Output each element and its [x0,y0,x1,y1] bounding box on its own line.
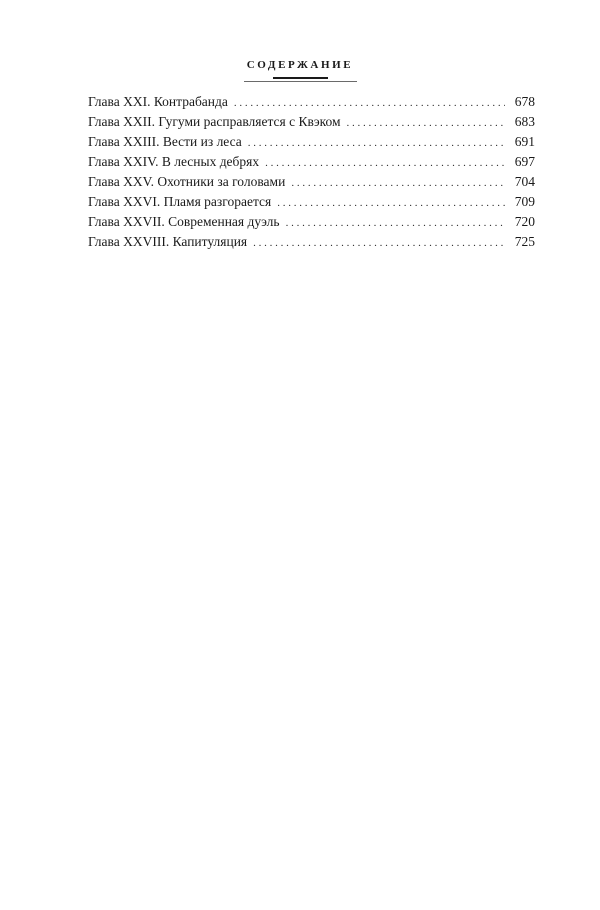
toc-dot-leader [291,173,505,193]
table-of-contents [88,92,535,252]
toc-dot-leader [248,133,505,153]
toc-entry-title: Глава XXI. Контрабанда [88,94,228,109]
toc-entry-page: 720 [514,214,535,229]
contents-heading: СОДЕРЖАНИЕ [246,59,354,71]
toc-dot-leader [347,113,505,133]
toc-dot-leader [253,233,505,253]
toc-entry-title: Глава XXIII. Вести из леса [88,134,242,149]
toc-entry-title: Глава XXVIII. Капитуляция [88,234,248,249]
toc-entry-page: 725 [514,234,535,249]
toc-entry-page: 697 [514,154,535,169]
toc-entry [88,212,535,232]
toc-entry-title: Глава XXV. Охотники за головами [88,174,286,189]
heading-ornament-rule [244,77,357,83]
toc-entry-page: 704 [514,174,535,189]
toc-entry-title: Глава XXII. Гугуми расправляется с Квэком [88,114,341,129]
toc-entry [88,152,535,172]
toc-entry-page: 709 [514,194,535,209]
toc-entry [88,232,535,252]
toc-dot-leader [234,93,505,113]
toc-entry [88,112,535,132]
toc-entry-title: Глава XXVI. Пламя разгорается [88,194,272,209]
toc-entry-page: 683 [514,114,535,129]
toc-entry [88,92,535,112]
toc-entry-title: Глава XXVII. Современная дуэль [88,214,280,229]
toc-entry [88,192,535,212]
toc-entry-page: 691 [514,134,535,149]
toc-dot-leader [286,213,505,233]
toc-dot-leader [265,153,505,173]
heading-rule-thick [273,77,328,79]
toc-entry-title: Глава XXIV. В лесных дебрях [88,154,260,169]
toc-dot-leader [277,193,505,213]
toc-entry-page: 678 [514,94,535,109]
heading-rule-thin [244,81,357,82]
toc-entry [88,132,535,152]
toc-entry [88,172,535,192]
